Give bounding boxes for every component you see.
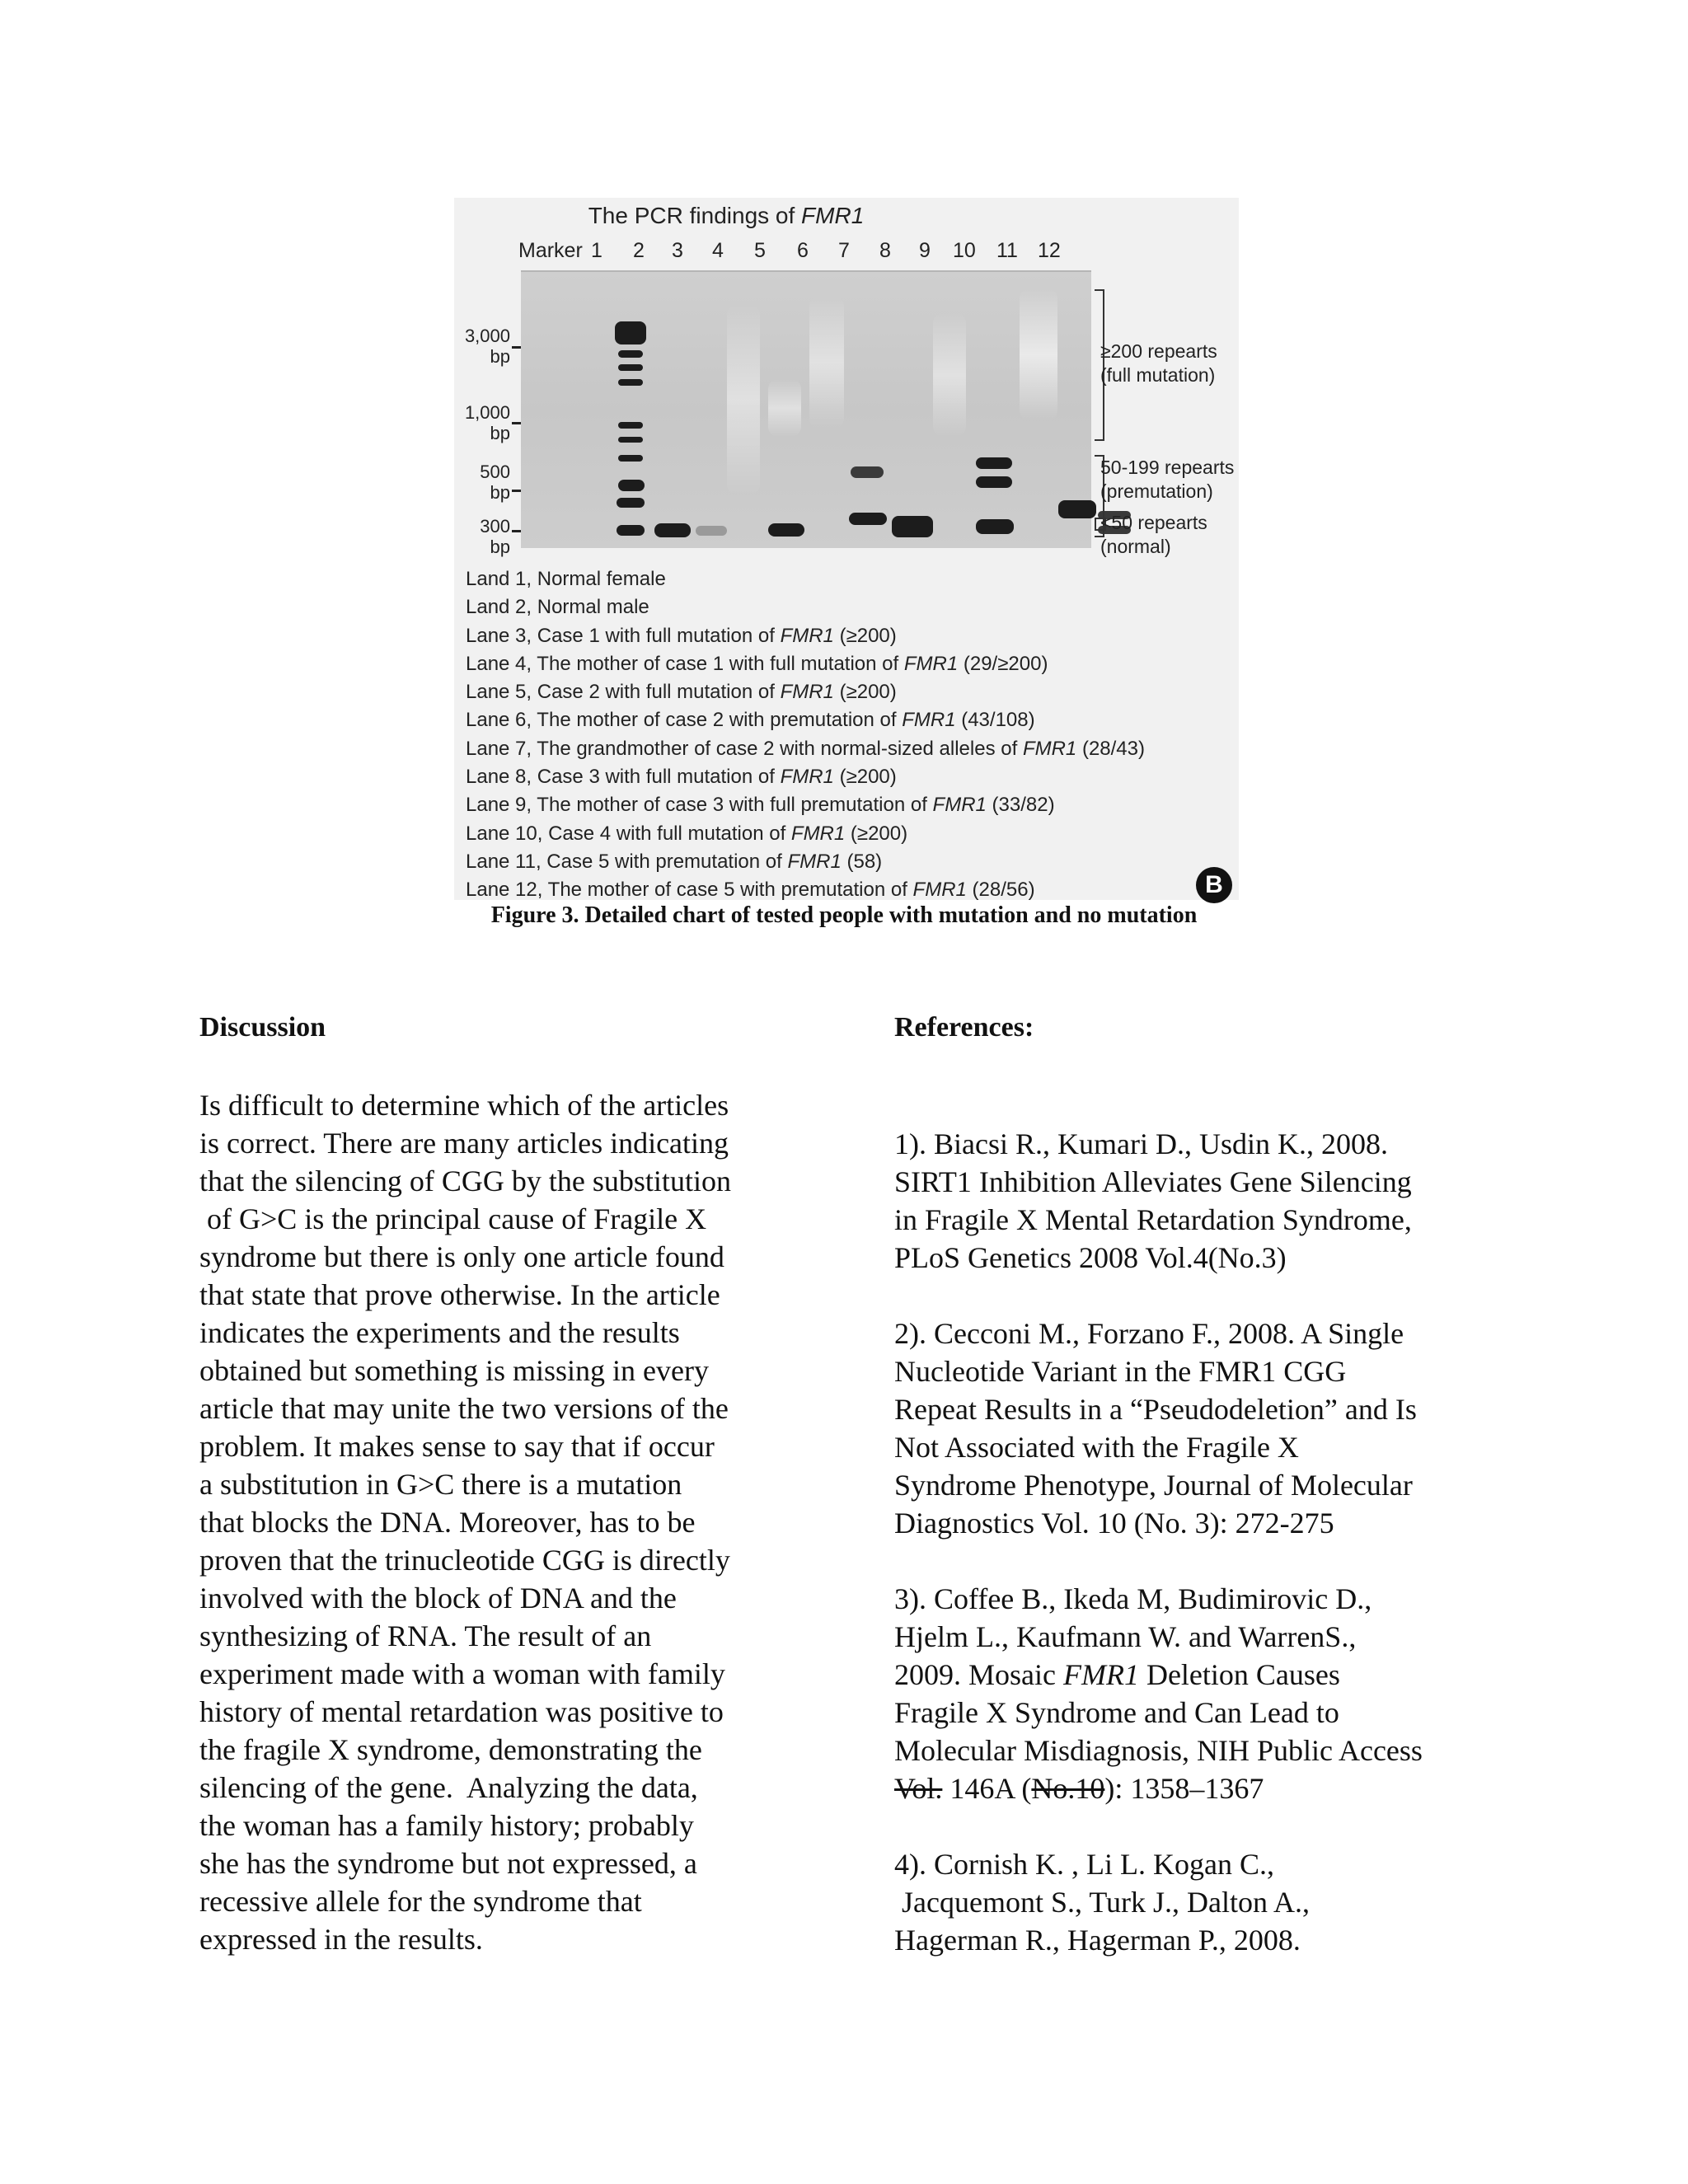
discussion-line: recessive allele for the syndrome that	[199, 1885, 642, 1918]
gel-smear	[809, 297, 844, 429]
note-full-mutation: ≥200 repearts (full mutation)	[1100, 340, 1217, 386]
references-heading: References:	[894, 1012, 1034, 1043]
discussion-line: that blocks the DNA. Moreover, has to be	[199, 1506, 696, 1539]
lane-label: 7	[838, 239, 850, 262]
gel-band	[617, 498, 645, 508]
discussion-line: problem. It makes sense to say that if occur	[199, 1430, 715, 1463]
reference-item: 2). Cecconi M., Forzano F., 2008. A Single Nucleotide Variant in the FMR1 CGG Repeat Results in a “Pseudodeletion” and Is Not Associated with the Fragile X Syndrome Phenotype, Journal of Molecular Diagnostics Vol. 10 (No. 3): 272-275	[894, 1317, 1417, 1540]
lane-label: 2	[633, 239, 645, 262]
pcr-figure	[454, 198, 1239, 900]
reference-item: 1). Biacsi R., Kumari D., Usdin K., 2008. SIRT1 Inhibition Alleviates Gene Silencing in Fragile X Mental Retardation Syndrome, PLoS Genetics 2008 Vol.4(No.3)	[894, 1127, 1412, 1274]
discussion-line: of G>C is the principal cause of Fragile X	[199, 1202, 707, 1235]
legend-item: Land 2, Normal male	[466, 596, 649, 619]
discussion-line: article that may unite the two versions of the	[199, 1392, 729, 1425]
note-premutation: 50-199 repearts (premutation)	[1100, 457, 1235, 502]
discussion-heading: Discussion	[199, 1012, 326, 1043]
discussion-line: indicates the experiments and the results	[199, 1316, 680, 1349]
discussion-line: silencing of the gene. Analyzing the data,	[199, 1771, 698, 1804]
lane-label: 9	[919, 239, 931, 262]
gel-band	[976, 519, 1014, 534]
gel-band	[768, 523, 804, 537]
gel-band	[849, 513, 887, 525]
gel-band	[617, 525, 645, 536]
lane-label: 6	[797, 239, 809, 262]
lane-label: 3	[672, 239, 683, 262]
gel-band	[696, 526, 727, 536]
bp-label: bp	[490, 482, 510, 503]
bp-label: 3,000	[464, 326, 510, 346]
gel-band	[618, 364, 643, 371]
gel-band	[618, 437, 643, 443]
bp-label: bp	[490, 537, 510, 557]
gel-band	[851, 466, 884, 478]
lane-label: 1	[591, 239, 603, 262]
bp-label: bp	[490, 346, 510, 367]
lane-label: 12	[1038, 239, 1061, 262]
legend-item: Lane 3, Case 1 with full mutation of FMR1 (≥200)	[466, 624, 897, 647]
discussion-line: involved with the block of DNA and the	[199, 1582, 677, 1615]
discussion-line: synthesizing of RNA. The result of an	[199, 1619, 652, 1652]
lane-label: 10	[953, 239, 976, 262]
discussion-line: the fragile X syndrome, demonstrating the	[199, 1733, 702, 1766]
discussion-line: experiment made with a woman with family	[199, 1657, 725, 1690]
gel-smear	[933, 313, 966, 437]
discussion-line: proven that the trinucleotide CGG is directly	[199, 1544, 730, 1577]
legend-item: Lane 11, Case 5 with premutation of FMR1 (58)	[466, 850, 883, 873]
bp-label: 500	[480, 462, 510, 482]
gel-smear	[727, 305, 760, 494]
note-normal: <50 repearts (normal)	[1100, 512, 1207, 557]
lane-label: 5	[754, 239, 766, 262]
gel-band	[976, 457, 1012, 469]
discussion-line: history of mental retardation was positive to	[199, 1695, 724, 1728]
bp-label: 1,000	[464, 402, 510, 423]
discussion-line: obtained but something is missing in every	[199, 1354, 709, 1387]
discussion-line: a substitution in G>C there is a mutation	[199, 1468, 682, 1501]
lane-label: 11	[996, 239, 1018, 262]
figure-caption: Figure 3. Detailed chart of tested people with mutation and no mutation	[490, 902, 1198, 928]
bp-label: 300	[480, 516, 510, 537]
gel-band	[618, 455, 643, 462]
gel-smear	[768, 379, 801, 437]
discussion-line: syndrome but there is only one article found	[199, 1240, 724, 1273]
lane-label: 4	[712, 239, 724, 262]
discussion-line: that the silencing of CGG by the substitution	[199, 1165, 731, 1197]
gel-band	[618, 350, 643, 358]
panel-b-badge: B	[1196, 867, 1232, 903]
discussion-line: is correct. There are many articles indicating	[199, 1127, 729, 1160]
legend-item: Lane 9, The mother of case 3 with full premutation of FMR1 (33/82)	[466, 794, 1055, 817]
figure-legend	[466, 565, 1145, 905]
reference-item: 3). Coffee B., Ikeda M, Budimirovic D., Hjelm L., Kaufmann W. and WarrenS., 2009. Mosaic FMR1 Deletion Causes Fragile X Syndrome and Can Lead to Molecular Misdiagnosis, NIH Public Access Vol. 146A (No.10): 1358–1367	[894, 1582, 1423, 1805]
discussion-line: expressed in the results.	[199, 1923, 483, 1956]
legend-item: Land 1, Normal female	[466, 568, 666, 590]
gel-smear	[1020, 288, 1057, 420]
references-list	[894, 1125, 1537, 1959]
discussion-body	[199, 1086, 826, 1958]
legend-item: Lane 8, Case 3 with full mutation of FMR1 (≥200)	[466, 766, 897, 789]
gel-band	[618, 422, 643, 429]
gel-image	[521, 270, 1091, 548]
discussion-line: that state that prove otherwise. In the article	[199, 1278, 720, 1311]
gel-band	[892, 516, 933, 537]
lane-header	[454, 239, 1239, 269]
legend-item: Lane 5, Case 2 with full mutation of FMR1 (≥200)	[466, 681, 897, 704]
legend-item: Lane 7, The grandmother of case 2 with normal-sized alleles of FMR1 (28/43)	[466, 737, 1145, 760]
lane-label: 8	[879, 239, 891, 262]
reference-item: 4). Cornish K. , Li L. Kogan C., Jacquemont S., Turk J., Dalton A., Hagerman R., Hagerman P., 2008.	[894, 1848, 1311, 1957]
gel-band	[618, 480, 645, 491]
gel-band	[1058, 500, 1096, 518]
discussion-line: Is difficult to determine which of the articles	[199, 1089, 729, 1122]
bp-label: bp	[490, 423, 510, 443]
legend-item: Lane 10, Case 4 with full mutation of FMR1 (≥200)	[466, 822, 908, 845]
gel-band	[976, 476, 1012, 488]
gel-band	[615, 321, 646, 344]
legend-item: Lane 6, The mother of case 2 with premutation of FMR1 (43/108)	[466, 709, 1035, 732]
discussion-line: the woman has a family history; probably	[199, 1809, 694, 1842]
legend-item: Lane 4, The mother of case 1 with full mutation of FMR1 (29/≥200)	[466, 652, 1048, 675]
legend-item: Lane 12, The mother of case 5 with premutation of FMR1 (28/56)	[466, 879, 1035, 902]
gel-band	[654, 523, 691, 537]
discussion-line: she has the syndrome but not expressed, a	[199, 1847, 697, 1880]
lane-label: Marker	[518, 239, 583, 262]
figure-title: The PCR findings of FMR1	[588, 203, 865, 228]
gel-band	[618, 379, 643, 386]
